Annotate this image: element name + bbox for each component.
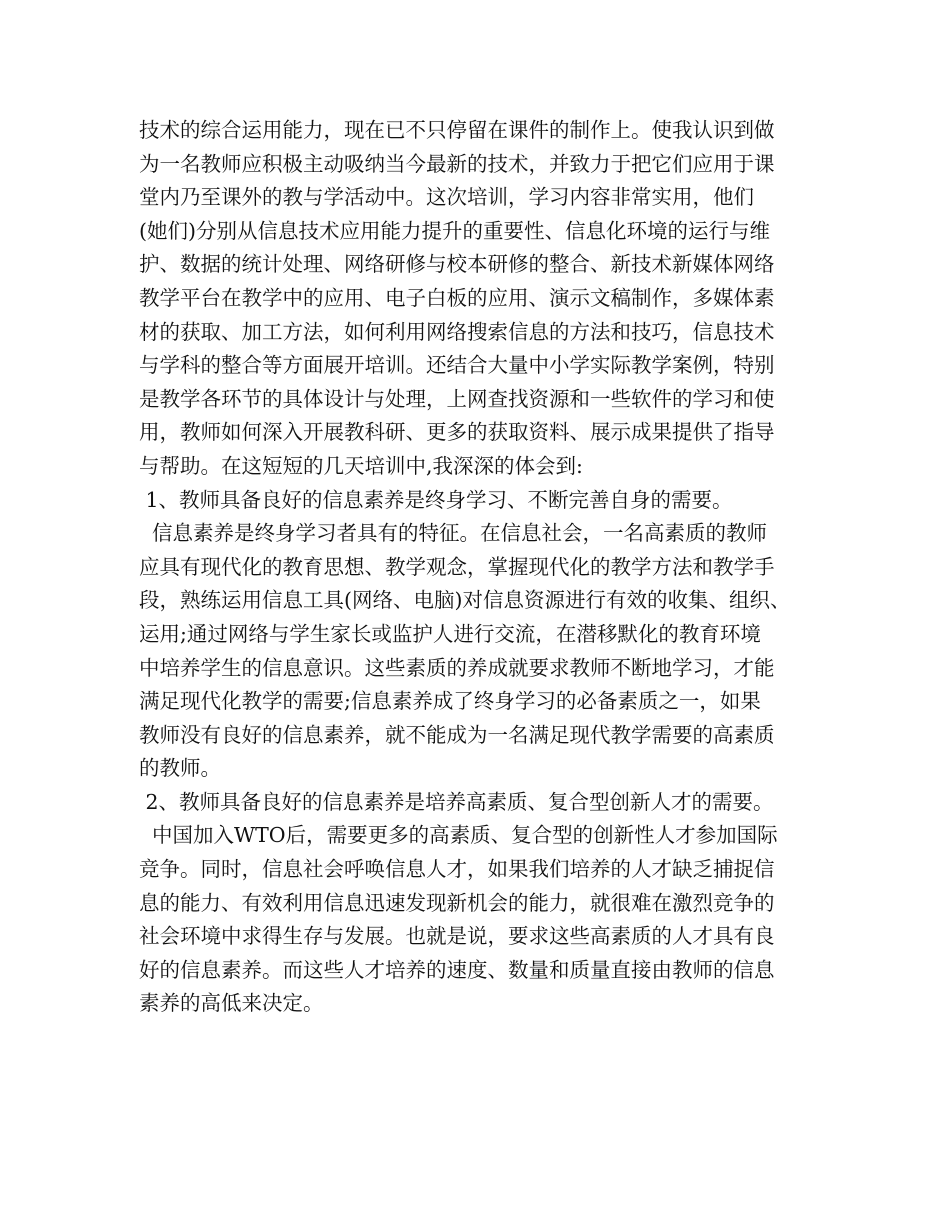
text-line: 信息素养是终身学习者具有的特征。在信息社会，一名高素质的教师: [139, 521, 768, 546]
text-line: 的教师。: [139, 756, 221, 781]
text-line: 应具有现代化的教育思想、教学观念，掌握现代化的教学方法和教学手: [139, 554, 775, 579]
text-line: 素养的高低来决定。: [139, 991, 324, 1016]
text-line: 堂内乃至课外的教与学活动中。这次培训，学习内容非常实用，他们: [139, 185, 754, 210]
text-line: 教学平台在教学中的应用、电子白板的应用、演示文稿制作，多媒体素: [139, 285, 775, 310]
text-line: 材的获取、加工方法，如何利用网络搜索信息的方法和技巧，信息技术: [139, 319, 775, 344]
text-line: 教师没有良好的信息素养，就不能成为一名满足现代教学需要的高素质: [139, 722, 775, 747]
text-line: 社会环境中求得生存与发展。也就是说，要求这些高素质的人才具有良: [139, 924, 775, 949]
text-line: 为一名教师应积极主动吸纳当今最新的技术，并致力于把它们应用于课: [139, 151, 775, 176]
section-heading-1: 1、教师具备良好的信息素养是终身学习、不断完善自身的需要。: [139, 487, 733, 512]
text-line: 竞争。同时，信息社会呼唤信息人才，如果我们培养的人才缺乏捕捉信: [139, 857, 775, 882]
text-line: 与学科的整合等方面展开培训。还结合大量中小学实际教学案例，特别: [139, 353, 775, 378]
text-line: 护、数据的统计处理、网络研修与校本研修的整合、新技术新媒体网络: [139, 252, 775, 277]
text-line: 用，教师如何深入开展教科研、更多的获取资料、展示成果提供了指导: [139, 420, 775, 445]
text-line: 是教学各环节的具体设计与处理，上网查找资源和一些软件的学习和使: [139, 386, 775, 411]
text-line: 好的信息素养。而这些人才培养的速度、数量和质量直接由教师的信息: [139, 957, 775, 982]
text-line: (她们)分别从信息技术应用能力提升的重要性、信息化环境的运行与维: [139, 218, 770, 243]
document-body: [139, 114, 829, 1021]
text-line: 满足现代化教学的需要;信息素养成了终身学习的必备素质之一，如果: [139, 689, 761, 714]
text-line: 运用;通过网络与学生家长或监护人进行交流，在潜移默化的教育环境: [139, 621, 761, 646]
text-line: 中培养学生的信息意识。这些素质的养成就要求教师不断地学习，才能: [139, 655, 775, 680]
text-line: 段，熟练运用信息工具(网络、电脑)对信息资源进行有效的收集、组织、: [139, 588, 791, 613]
text-line: 与帮助。在这短短的几天培训中,我深深的体会到:: [139, 453, 583, 478]
text-line: 息的能力、有效利用信息迅速发现新机会的能力，就很难在激烈竞争的: [139, 890, 775, 915]
section-heading-2: 2、教师具备良好的信息素养是培养高素质、复合型创新人才的需要。: [139, 789, 774, 814]
text-line: 技术的综合运用能力，现在已不只停留在课件的制作上。使我认识到做: [139, 118, 775, 142]
text-line: 中国加入WTO后，需要更多的高素质、复合型的创新性人才参加国际: [139, 823, 778, 848]
